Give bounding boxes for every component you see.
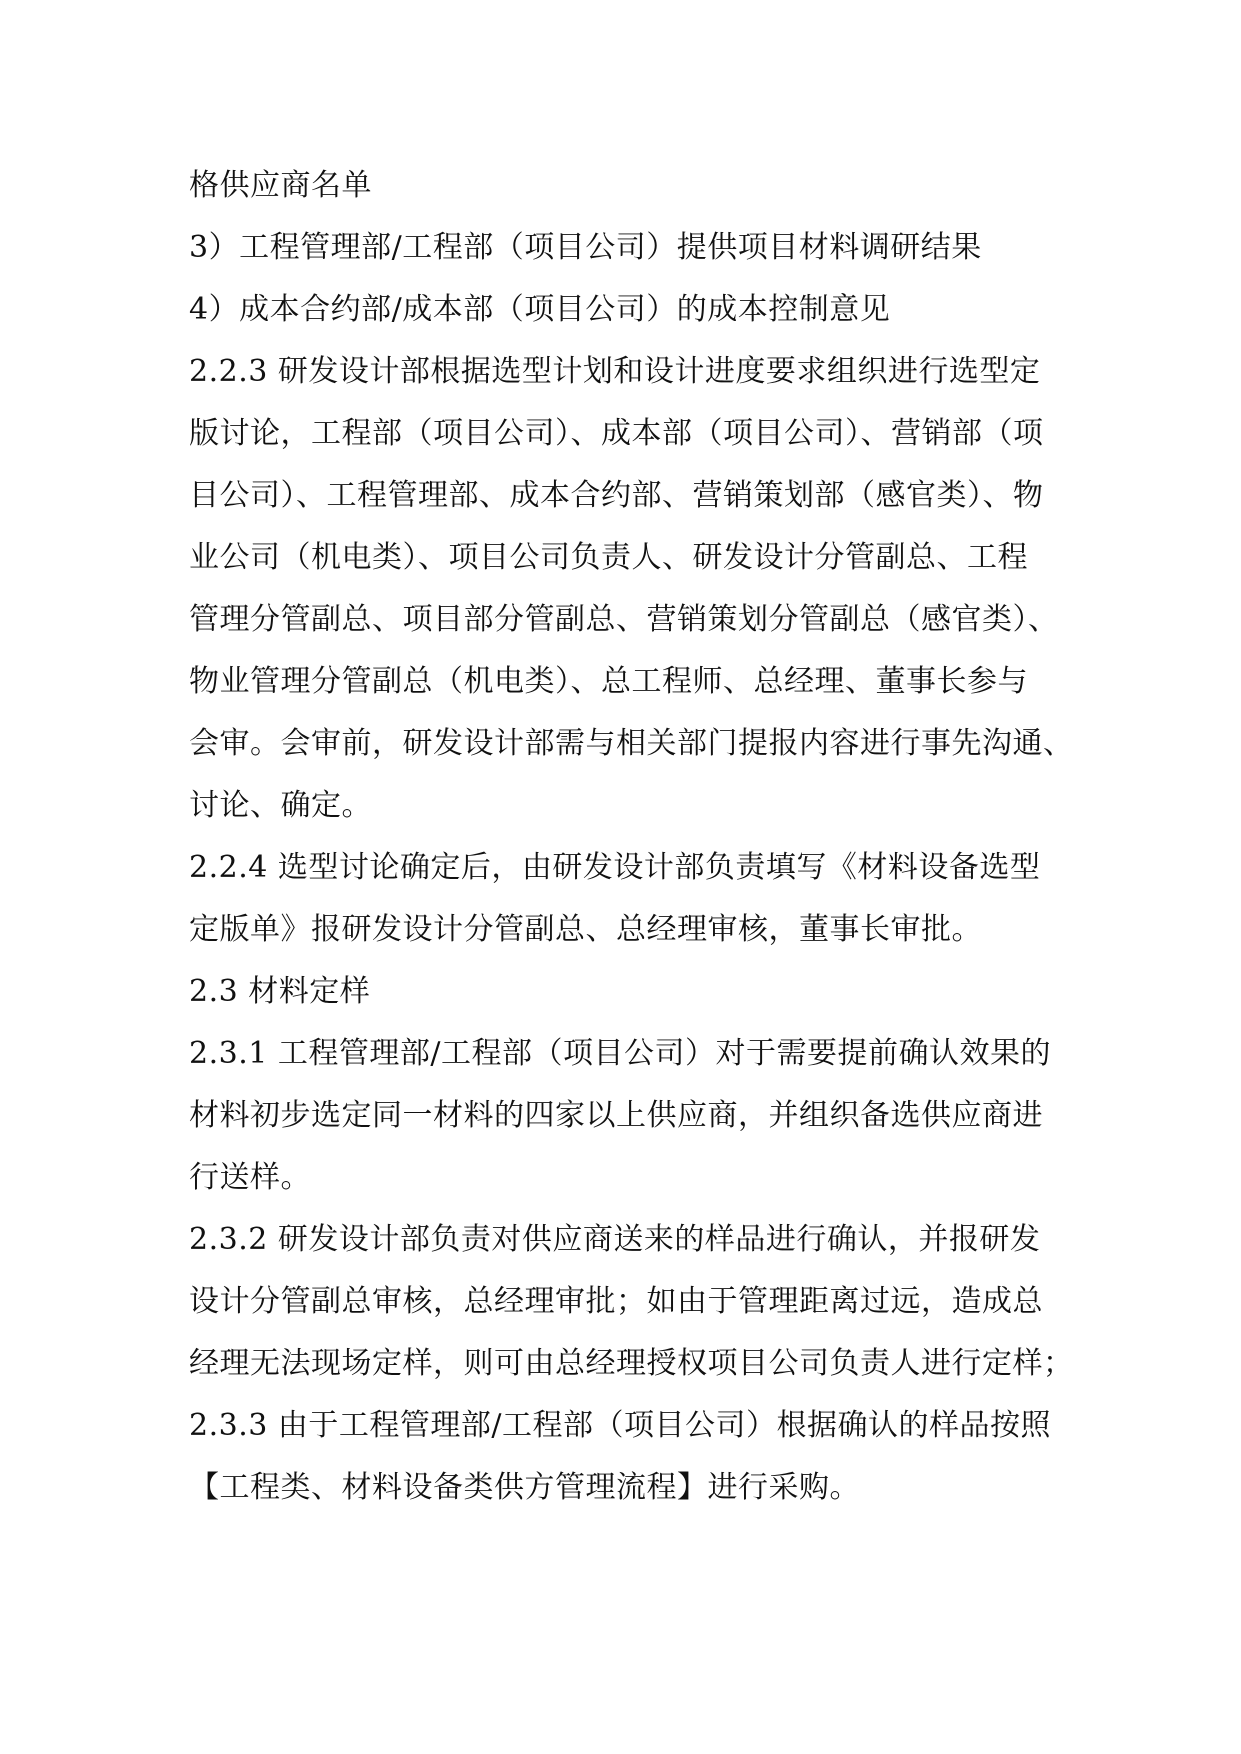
text-line: 材料初步选定同一材料的四家以上供应商，并组织备选供应商进	[189, 1098, 1043, 1133]
text-line: 版讨论，工程部（项目公司）、成本部（项目公司）、营销部（项	[189, 416, 1044, 451]
text-line: 管理分管副总、项目部分管副总、营销策划分管副总（感官类）、	[189, 602, 1059, 637]
text-line: 2.2.3 研发设计部根据选型计划和设计进度要求组织进行选型定	[189, 354, 1041, 389]
text-line: 物业管理分管副总（机电类）、总工程师、总经理、董事长参与	[189, 664, 1028, 699]
text-line: 2.3.3 由于工程管理部/工程部（项目公司）根据确认的样品按照	[189, 1408, 1051, 1443]
text-line: 2.2.4 选型讨论确定后，由研发设计部负责填写《材料设备选型	[189, 850, 1041, 885]
text-line: 2.3.2 研发设计部负责对供应商送来的样品进行确认，并报研发	[189, 1222, 1041, 1257]
text-line: 目公司）、工程管理部、成本合约部、营销策划部（感官类）、物	[189, 478, 1044, 513]
text-line: 格供应商名单	[189, 168, 372, 203]
text-line: 经理无法现场定样，则可由总经理授权项目公司负责人进行定样；	[189, 1346, 1074, 1381]
text-line: 业公司（机电类）、项目公司负责人、研发设计分管副总、工程	[189, 540, 1028, 575]
text-line: 讨论、确定。	[189, 788, 372, 823]
text-line: 行送样。	[189, 1160, 311, 1195]
text-line: 2.3.1 工程管理部/工程部（项目公司）对于需要提前确认效果的	[189, 1036, 1051, 1071]
text-line: 4）成本合约部/成本部（项目公司）的成本控制意见	[189, 292, 891, 327]
text-line: 【工程类、材料设备类供方管理流程】进行采购。	[189, 1470, 860, 1505]
text-line: 会审。会审前，研发设计部需与相关部门提报内容进行事先沟通、	[189, 726, 1074, 761]
text-line: 设计分管副总审核，总经理审批；如由于管理距离过远，造成总	[189, 1284, 1043, 1319]
text-line: 3）工程管理部/工程部（项目公司）提供项目材料调研结果	[189, 230, 982, 265]
document-body	[189, 155, 1074, 1519]
text-line: 定版单》报研发设计分管副总、总经理审核，董事长审批。	[189, 912, 982, 947]
section-heading: 2.3 材料定样	[189, 974, 371, 1009]
